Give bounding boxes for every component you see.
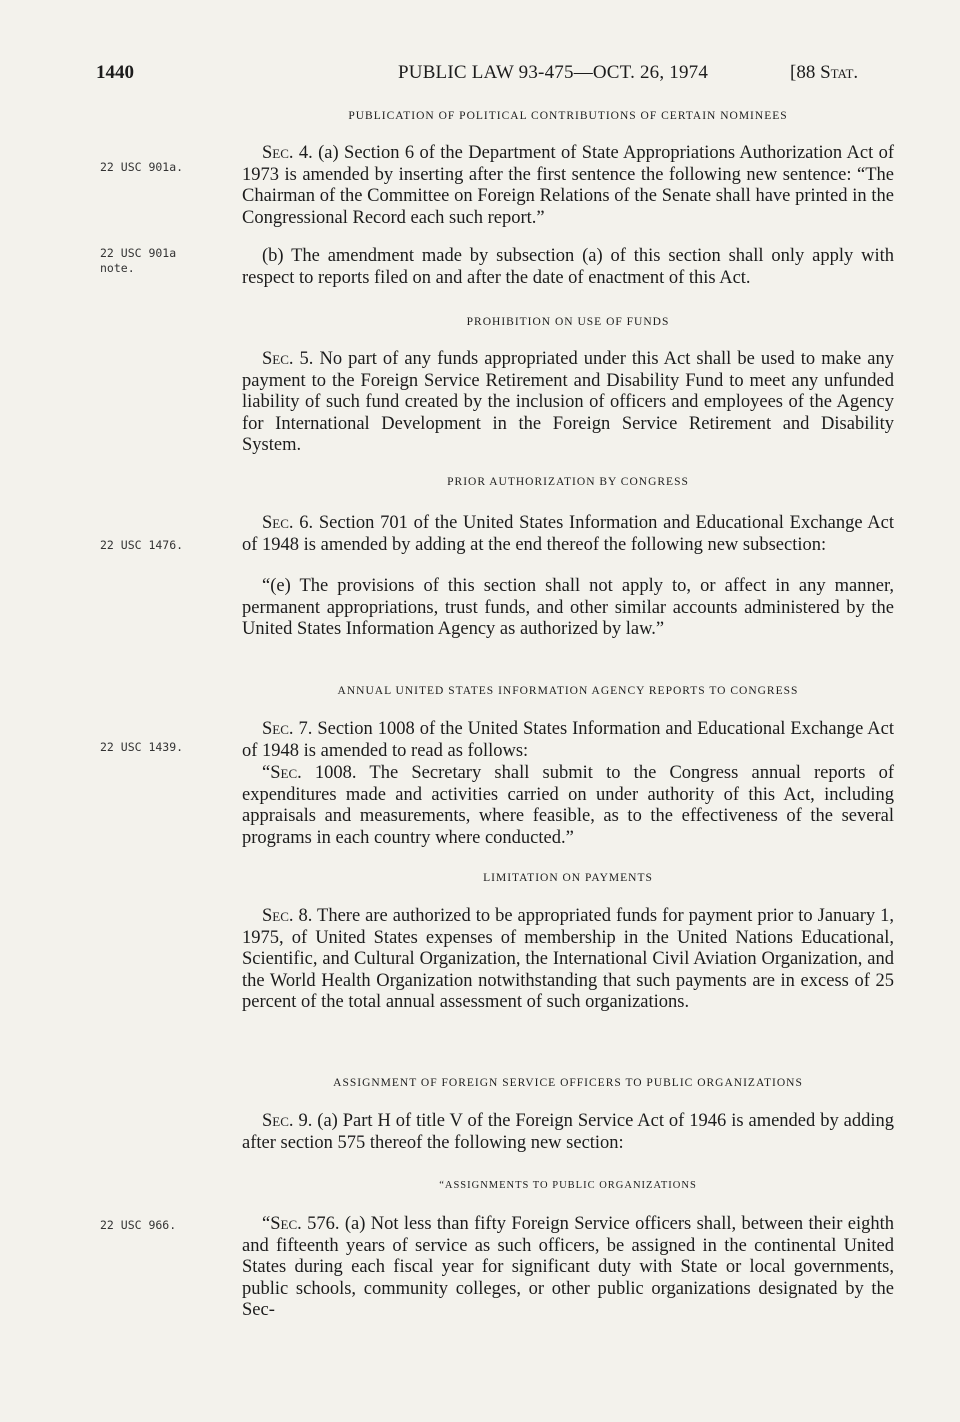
section-heading: ANNUAL UNITED STATES INFORMATION AGENCY REPORTS TO CONGRESS: [337, 685, 799, 697]
margin-citation: 22 USC 901a.: [100, 160, 184, 174]
section-6-text: Sec. 6. Section 701 of the United States Information and Educational Exchange Act of 1948 is amended by adding at the end thereof the following new subsection:: [242, 513, 894, 555]
margin-citation: 22 USC 1476.: [100, 538, 184, 552]
section-4b-text: (b) The amendment made by subsection (a) of this section shall only apply with respect to reports filed on and after the date of enactment of this Act.: [242, 246, 894, 288]
section-5-text: Sec. 5. No part of any funds appropriated under this Act shall be used to make any payment to the Foreign Service Retirement and Disability Fund to meet any unfunded liability of such fund created by the inclusion of officers and employees of the Agency for International Development in the Foreign Service Retirement and Disability System.: [242, 349, 894, 455]
section-7-text: Sec. 7. Section 1008 of the United States Information and Educational Exchange Act of 1948 is amended to read as follows:: [242, 719, 894, 761]
margin-citation: 22 USC 901a note.: [100, 246, 177, 275]
section-4a-text: Sec. 4. (a) Section 6 of the Department of State Appropriations Authorization Act of 1973 is amended by inserting after the first sentence the following new sentence: “The Chairman of the Committee on Foreign Relations of the Senate shall have printed in the Congressional Record each such report.”: [242, 143, 895, 228]
margin-citation: 22 USC 966.: [100, 1218, 177, 1232]
subsection-heading: “ASSIGNMENTS TO PUBLIC ORGANIZATIONS: [439, 1180, 697, 1191]
section-6e-text: “(e) The provisions of this section shall not apply to, or affect in any manner, permanent appropriations, trust funds, and other similar accounts administered by the United States Information Agency as authorized by law.”: [242, 576, 894, 639]
header-title: PUBLIC LAW 93-475—OCT. 26, 1974: [398, 62, 709, 83]
section-heading: PRIOR AUTHORIZATION BY CONGRESS: [447, 476, 689, 488]
section-576-text: “Sec. 576. (a) Not less than fifty Foreign Service officers shall, between their eighth and fifteenth years of service as such officers, be assigned in the continental United States during each fiscal year for significant duty with State or local governments, public schools, community colleges, or other public organizations designated by the Sec-: [242, 1214, 894, 1320]
section-9-text: Sec. 9. (a) Part H of title V of the Foreign Service Act of 1946 is amended by adding after section 575 thereof the following new section:: [242, 1111, 894, 1153]
section-heading: LIMITATION ON PAYMENTS: [483, 872, 653, 884]
page-number: 1440: [96, 62, 134, 83]
running-header: [0, 62, 960, 92]
statute-reference: [88 Stat.: [790, 62, 859, 83]
section-heading: PROHIBITION ON USE OF FUNDS: [466, 316, 670, 328]
section-heading: ASSIGNMENT OF FOREIGN SERVICE OFFICERS TO PUBLIC ORGANIZATIONS: [333, 1077, 803, 1089]
margin-citation: 22 USC 1439.: [100, 740, 184, 754]
section-heading: PUBLICATION OF POLITICAL CONTRIBUTIONS OF CERTAIN NOMINEES: [348, 110, 788, 122]
section-1008-text: “Sec. 1008. The Secretary shall submit to the Congress annual reports of expenditures made and activities carried on under authority of this Act, including appraisals and measurements, where feasible, as to the effectiveness of the several programs in each country where conducted.”: [242, 763, 894, 848]
section-8-text: Sec. 8. There are authorized to be appropriated funds for payment prior to January 1, 1975, of United States expenses of membership in the United Nations Educational, Scientific, and Cultural Organization, the International Civil Aviation Organization, and the World Health Organization notwithstanding that such payments are in excess of 25 percent of the total annual assessment of such organizations.: [242, 906, 895, 1012]
